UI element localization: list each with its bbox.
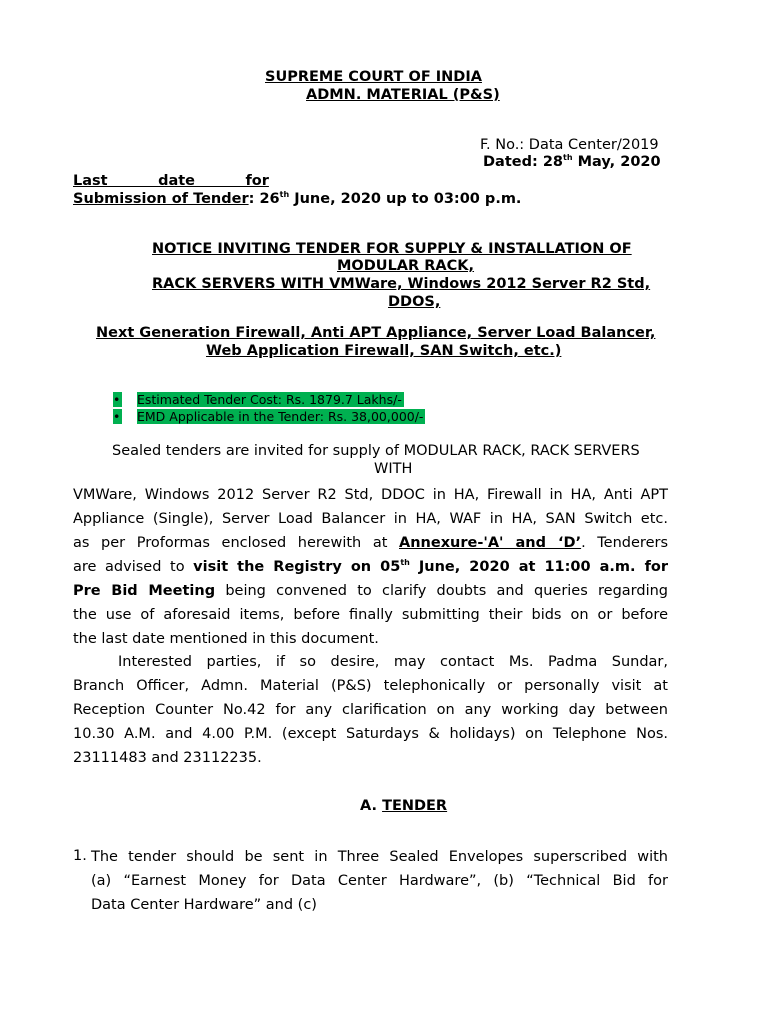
para2-line-4: 10.30 A.M. and 4.00 P.M. (except Saturdays & holidays) on Telephone Nos.	[73, 726, 668, 742]
item-1-body	[91, 845, 668, 917]
notice-title-line-6: Web Application Firewall, SAN Switch, etc.)	[206, 343, 562, 359]
para2-line-5: 23111483 and 23112235.	[73, 750, 262, 766]
notice-title-line-1: NOTICE INVITING TENDER FOR SUPPLY & INSTALLATION OF	[152, 241, 632, 257]
notice-title-line-5: Next Generation Firewall, Anti APT Appliance, Server Load Balancer,	[96, 325, 656, 341]
header-line-1: SUPREME COURT OF INDIA	[265, 69, 482, 85]
item-1-number: 1.	[73, 848, 87, 864]
bullet-text: Estimated Tender Cost: Rs. 1879.7 Lakhs/-	[137, 392, 402, 407]
para1-line-7: Pre Bid Meeting being convened to clarify doubts and queries regarding	[73, 583, 669, 599]
file-number: F. No.: Data Center/2019	[480, 137, 659, 153]
para2-body	[73, 650, 668, 770]
para1-line-4: Appliance (Single), Server Load Balancer in HA, WAF in HA, SAN Switch etc.	[73, 511, 668, 527]
deadline-line: Submission of Tender: 26th June, 2020 up to 03:00 p.m.	[73, 190, 522, 207]
item-1-line-2: (a) “Earnest Money for Data Center Hardware”, (b) “Technical Bid for	[91, 873, 668, 889]
bullet-text: EMD Applicable in the Tender: Rs. 38,00,000/-	[137, 409, 424, 424]
para1-line-9: the last date mentioned in this document.	[73, 631, 379, 647]
notice-title-line-4: DDOS,	[388, 294, 441, 310]
para1-line-2: WITH	[374, 461, 413, 477]
dated-line: Dated: 28th May, 2020	[483, 153, 661, 170]
item-1-line-3: Data Center Hardware” and (c)	[91, 897, 317, 913]
para1-line-6: are advised to visit the Registry on 05th June, 2020 at 11:00 a.m. for	[73, 558, 668, 575]
para1-line-3: VMWare, Windows 2012 Server R2 Std, DDOC in HA, Firewall in HA, Anti APT	[73, 487, 668, 503]
para1-line-8: the use of aforesaid items, before finally submitting their bids on or before	[73, 607, 668, 623]
bullet-icon: •	[113, 409, 121, 424]
header-line-2: ADMN. MATERIAL (P&S)	[306, 87, 500, 103]
bullet-icon: •	[113, 392, 121, 407]
notice-title-line-2: MODULAR RACK,	[337, 258, 475, 274]
para2-line-1: Interested parties, if so desire, may contact Ms. Padma Sundar,	[118, 654, 668, 670]
para2-line-3: Reception Counter No.42 for any clarification on any working day between	[73, 702, 668, 718]
section-a-heading: A. TENDER	[360, 798, 448, 814]
para1-line-5: as per Proformas enclosed herewith at Annexure-'A' and ‘D’. Tenderers	[73, 535, 669, 551]
para1-body	[73, 483, 668, 651]
notice-title-line-3: RACK SERVERS WITH VMWare, Windows 2012 Server R2 Std,	[152, 276, 651, 292]
item-1-line-1: The tender should be sent in Three Sealed Envelopes superscribed with	[91, 849, 668, 865]
para2-line-2: Branch Officer, Admn. Material (P&S) telephonically or personally visit at	[73, 678, 668, 694]
deadline-label-line-1: Last date for	[73, 173, 269, 189]
para1-line-1: Sealed tenders are invited for supply of MODULAR RACK, RACK SERVERS	[112, 443, 640, 459]
